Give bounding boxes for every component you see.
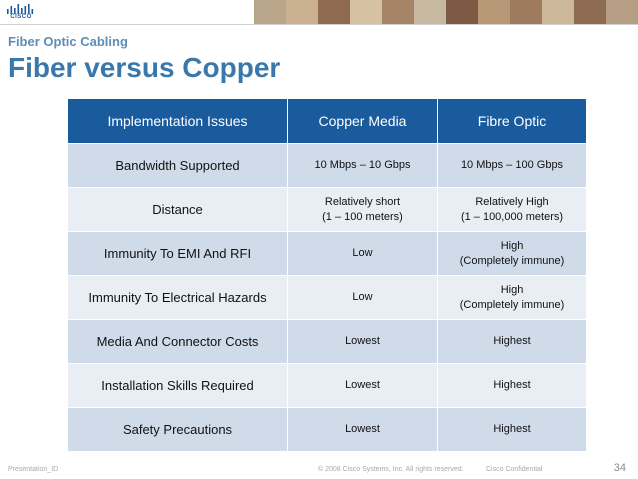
header-photo bbox=[478, 0, 510, 24]
issue-cell: Bandwidth Supported bbox=[68, 144, 288, 187]
copper-cell bbox=[288, 144, 438, 187]
fibre-cell-line: Relatively High bbox=[475, 195, 549, 208]
page-number: 34 bbox=[613, 462, 626, 474]
table-row bbox=[68, 408, 586, 452]
slide-subtitle: Fiber Optic Cabling bbox=[8, 34, 128, 49]
copper-cell-line: Low bbox=[352, 291, 373, 304]
copper-cell-line: Low bbox=[352, 247, 373, 260]
table-row bbox=[68, 364, 586, 408]
cisco-logo bbox=[4, 2, 38, 22]
logo-text: CISCO bbox=[10, 14, 32, 20]
fibre-cell bbox=[438, 144, 586, 187]
header-photo bbox=[606, 0, 638, 24]
footer-copyright: © 2008 Cisco Systems, Inc. All rights reserved. bbox=[318, 466, 464, 473]
copper-cell-line: 10 Mbps – 10 Gbps bbox=[314, 159, 411, 172]
header-photo bbox=[286, 0, 318, 24]
header-photo bbox=[254, 0, 286, 24]
comparison-table bbox=[68, 99, 586, 452]
header-photo-strip bbox=[254, 0, 638, 24]
copper-cell-line: (1 – 100 meters) bbox=[322, 210, 403, 223]
copper-cell-line: Relatively short bbox=[324, 195, 401, 208]
table-row bbox=[68, 188, 586, 232]
fibre-cell-line: (1 – 100,000 meters) bbox=[460, 210, 564, 223]
fibre-cell-line: High bbox=[500, 239, 524, 252]
fibre-cell bbox=[438, 276, 586, 319]
fibre-cell-line: (Completely immune) bbox=[459, 254, 565, 267]
header-implementation-issues: Implementation Issues bbox=[68, 99, 288, 143]
fibre-cell bbox=[438, 364, 586, 407]
footer-presentation-id: Presentation_ID bbox=[8, 466, 59, 473]
fibre-cell bbox=[438, 188, 586, 231]
header-banner bbox=[0, 0, 638, 24]
table-row bbox=[68, 320, 586, 364]
header-photo bbox=[318, 0, 350, 24]
header-fibre-optic: Fibre Optic bbox=[438, 99, 586, 143]
copper-cell bbox=[288, 408, 438, 451]
table-row bbox=[68, 144, 586, 188]
issue-cell: Distance bbox=[68, 188, 288, 231]
header-copper-media: Copper Media bbox=[288, 99, 438, 143]
header-photo bbox=[446, 0, 478, 24]
fibre-cell-line: High bbox=[500, 283, 524, 296]
copper-cell bbox=[288, 364, 438, 407]
header-photo bbox=[542, 0, 574, 24]
fibre-cell bbox=[438, 408, 586, 451]
table-row bbox=[68, 232, 586, 276]
issue-cell: Media And Connector Costs bbox=[68, 320, 288, 363]
issue-cell: Installation Skills Required bbox=[68, 364, 288, 407]
footer-confidential: Cisco Confidential bbox=[486, 466, 543, 473]
copper-cell bbox=[288, 276, 438, 319]
copper-cell-line: Lowest bbox=[345, 335, 380, 348]
header-photo bbox=[510, 0, 542, 24]
copper-cell bbox=[288, 232, 438, 275]
fibre-cell-line: Highest bbox=[493, 423, 531, 436]
fibre-cell bbox=[438, 232, 586, 275]
fibre-cell-line: (Completely immune) bbox=[459, 298, 565, 311]
table-row bbox=[68, 276, 586, 320]
issue-cell: Immunity To Electrical Hazards bbox=[68, 276, 288, 319]
copper-cell bbox=[288, 188, 438, 231]
fibre-cell-line: Highest bbox=[493, 379, 531, 392]
issue-cell: Safety Precautions bbox=[68, 408, 288, 451]
header-photo bbox=[382, 0, 414, 24]
issue-cell: Immunity To EMI And RFI bbox=[68, 232, 288, 275]
table-header-row bbox=[68, 99, 586, 144]
header-divider bbox=[0, 24, 638, 25]
slide-title: Fiber versus Copper bbox=[8, 52, 281, 83]
copper-cell bbox=[288, 320, 438, 363]
header-photo bbox=[574, 0, 606, 24]
header-photo bbox=[350, 0, 382, 24]
header-photo bbox=[414, 0, 446, 24]
fibre-cell bbox=[438, 320, 586, 363]
copper-cell-line: Lowest bbox=[345, 379, 380, 392]
copper-cell-line: Lowest bbox=[345, 423, 380, 436]
fibre-cell-line: Highest bbox=[493, 335, 531, 348]
fibre-cell-line: 10 Mbps – 100 Gbps bbox=[460, 159, 564, 172]
